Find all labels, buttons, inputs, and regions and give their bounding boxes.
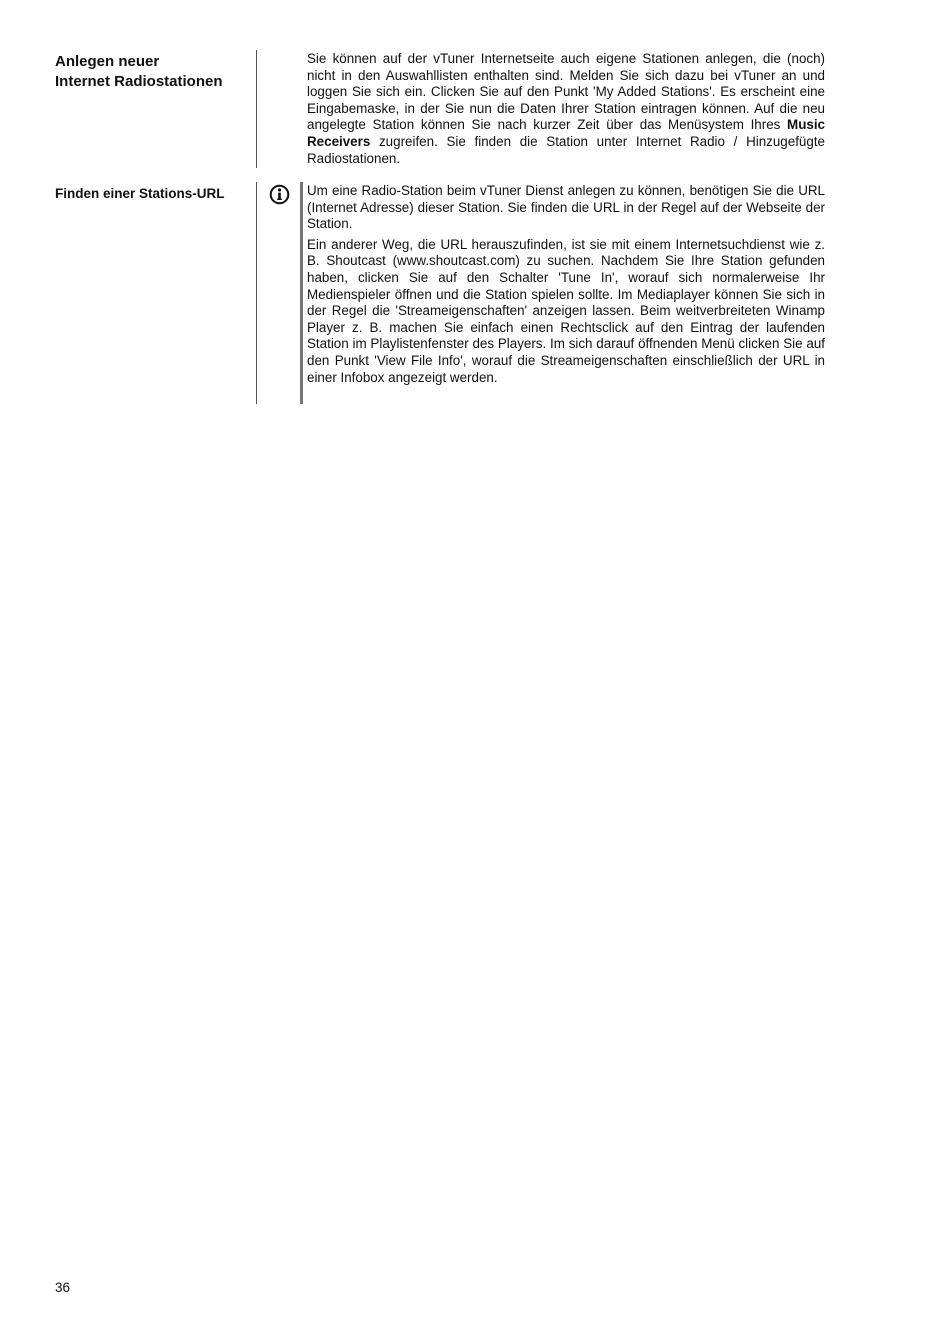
section-body (307, 51, 825, 167)
body-text: Sie können auf der vTuner Internetseite auch eigene Stationen anlegen, die (noch) nicht in den Auswahllisten enthalten sind. Melden Sie sich dazu bei vTuner an und loggen Sie sich ein. Clicken Sie auf den Punkt 'My Added Stations'. Es erscheint eine Eingabemaske, in der Sie nun die Daten Ihrer Station eintragen können. Auf die neu angelegte Station können Sie nach kurzer Zeit über das Menüsystem Ihres (307, 51, 825, 133)
section-heading (55, 52, 250, 92)
section-find-station-url (0, 182, 950, 404)
section-new-stations (0, 50, 950, 168)
section-body (307, 183, 825, 386)
column-divider (256, 50, 257, 168)
info-icon (269, 184, 290, 205)
body-paragraph: Ein anderer Weg, die URL herauszufinden, ist sie mit einem Internetsuchdienst wie z. B. Shoutcast (www.shoutcast.com) zu suchen. Nachdem Sie Ihre Station gefunden haben, clicken Sie auf den Schalter 'Tune In', worauf sich normalerweise Ihr Medienspieler öffnen und die Station spielen sollte. Im Mediaplayer können Sie sich in der Regel die 'Streameigenschaften' anzeigen lassen. Beim weitverbreiteten Winamp Player z. B. machen Sie einfach einen Rechtsclick auf den Eintrag der laufenden Station im Playlistenfenster des Players. Im sich darauf öffnenden Menü clicken Sie auf den Punkt 'View File Info', worauf die Streameigenschaften einschließlich der URL in einer Infobox angezeigt werden. (307, 236, 825, 385)
heading-line-2: Internet Radiostationen (55, 73, 223, 90)
note-bar (300, 182, 303, 404)
product-name: Music Receivers (307, 117, 825, 149)
column-divider (256, 182, 257, 404)
body-paragraph: Um eine Radio-Station beim vTuner Dienst anlegen zu können, benötigen Sie die URL (Internet Adresse) dieser Station. Sie finden die URL in der Regel auf der Webseite der Station. (307, 183, 825, 232)
section-heading: Finden einer Stations-URL (55, 186, 225, 201)
body-text: zugreifen. Sie finden die Station unter Internet Radio / Hinzugefügte Radiostationen. (307, 133, 825, 166)
page-number: 36 (55, 1280, 71, 1295)
heading-line-1: Anlegen neuer (55, 53, 160, 70)
body-paragraph (307, 51, 825, 167)
